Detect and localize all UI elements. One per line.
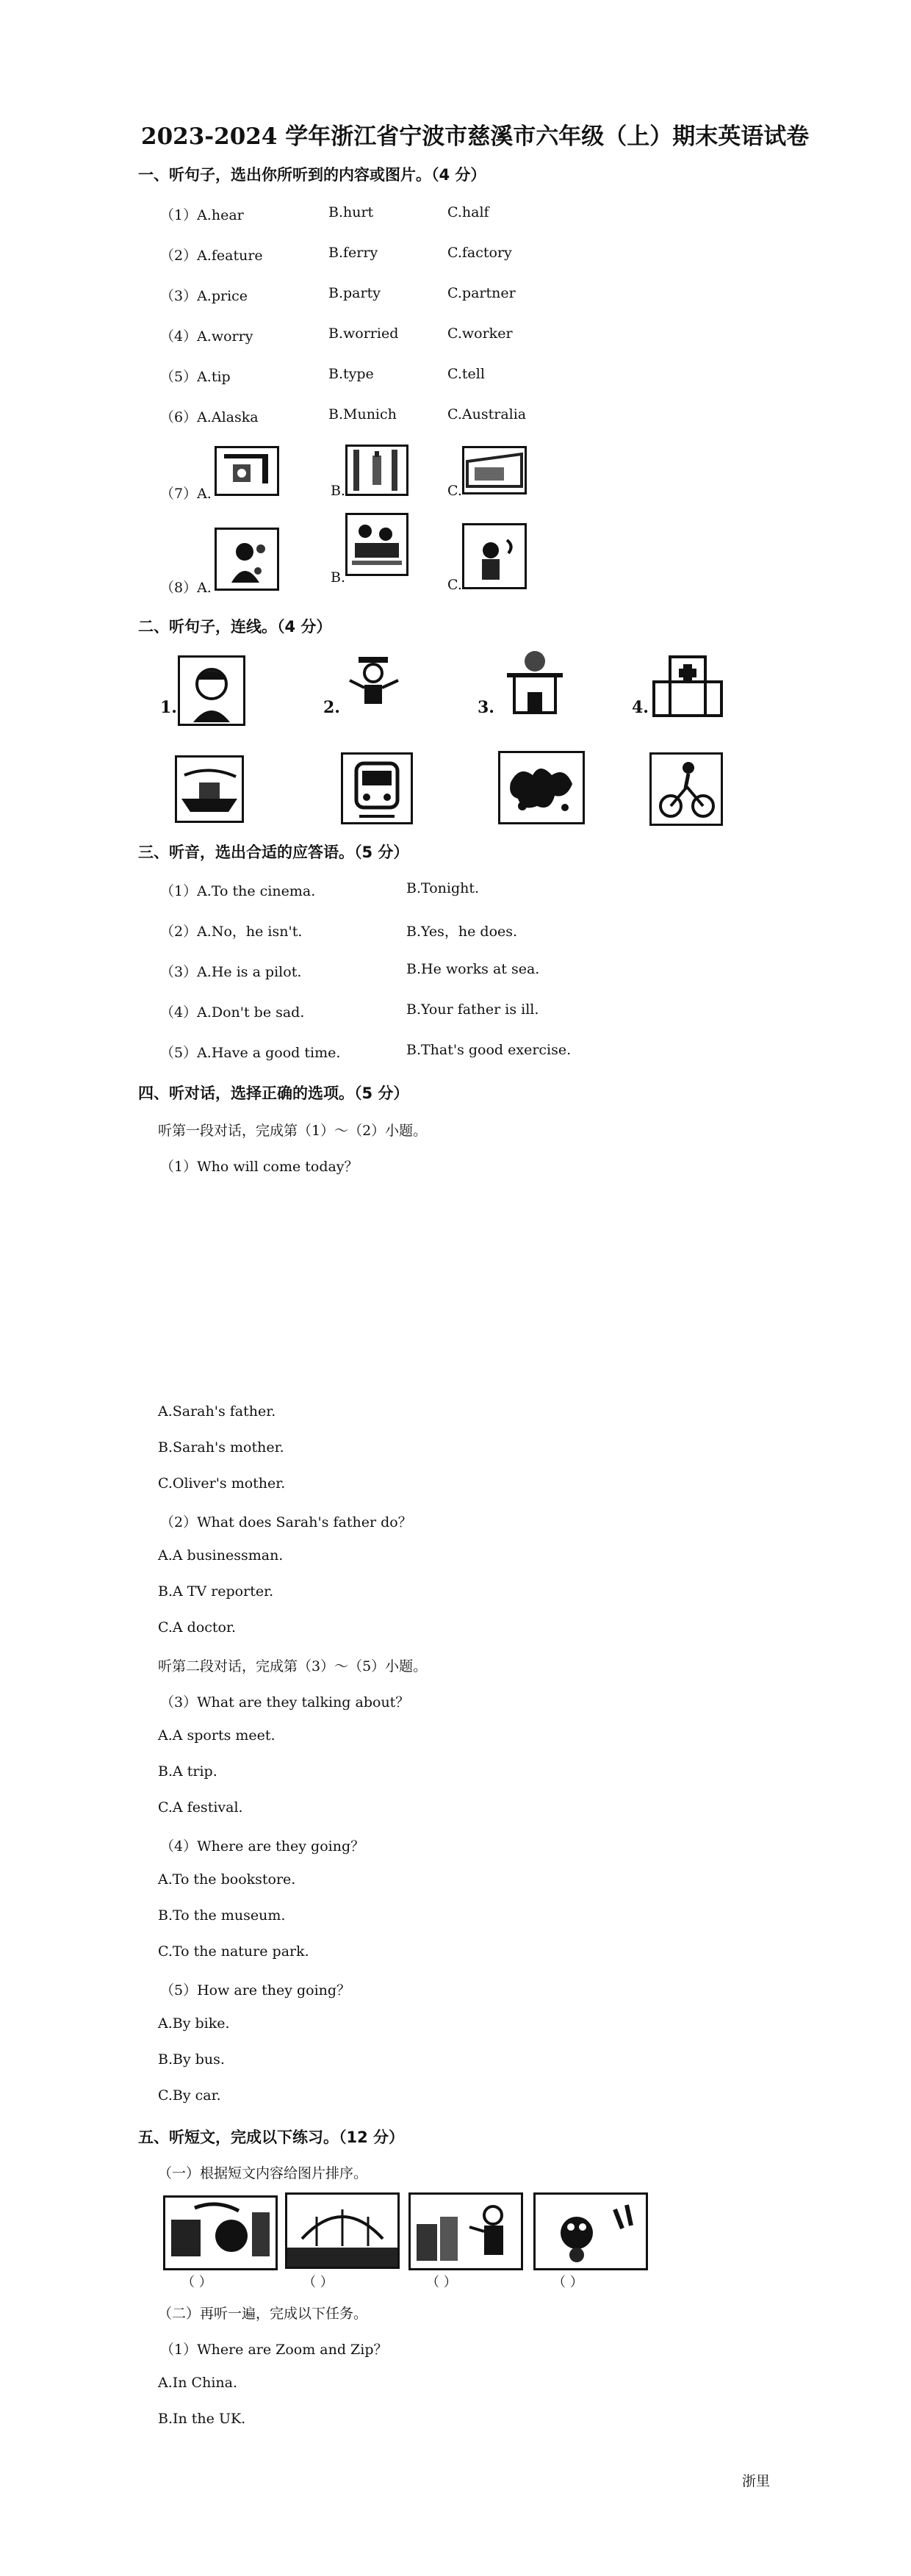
- q8-c-label: C.: [447, 577, 462, 593]
- bike-icon: [649, 752, 723, 826]
- question-text: （2）What does Sarah's father do？: [160, 1514, 412, 1530]
- option-text: （6）A.Alaska: [160, 409, 259, 425]
- answer-blank[interactable]: （ ）: [181, 2275, 212, 2290]
- train-icon: [341, 752, 413, 824]
- option-text: （2）A.No，he isn't.: [160, 924, 303, 940]
- match-number: 2.: [323, 698, 340, 717]
- option-text: C.half: [447, 204, 489, 220]
- option-text: C.factory: [447, 245, 512, 261]
- option-text: B.Munich: [328, 406, 397, 422]
- option-text: A.A businessman.: [158, 1547, 284, 1564]
- ferris-wheel-icon: [215, 446, 279, 496]
- option-text: C.Oliver's mother.: [158, 1475, 286, 1492]
- page-title: 2023-2024 学年浙江省宁波市慈溪市六年级（上）期末英语试卷: [141, 123, 810, 150]
- option-text: B.type: [328, 366, 374, 382]
- hospital-building-icon: [651, 650, 724, 720]
- dialogue-intro: 听第一段对话，完成第（1）～（2）小题。: [158, 1123, 428, 1139]
- option-text: B.party: [328, 285, 381, 301]
- option-text: A.A sports meet.: [158, 1727, 276, 1744]
- option-text: A.Sarah's father.: [158, 1403, 276, 1420]
- option-text: B.Yes，he does.: [406, 924, 518, 940]
- option-text: （3）A.He is a pilot.: [160, 964, 302, 980]
- section-2-heading: 二、听句子，连线。（4 分）: [138, 618, 332, 636]
- option-text: A.To the bookstore.: [158, 1871, 296, 1888]
- option-text: B.Sarah's mother.: [158, 1439, 284, 1456]
- option-text: B.worried: [328, 325, 399, 342]
- option-text: A.In China.: [158, 2375, 237, 2391]
- answer-blank[interactable]: （ ）: [426, 2275, 457, 2290]
- option-text: （1）A.To the cinema.: [160, 883, 316, 899]
- option-text: B.ferry: [328, 245, 378, 261]
- map-icon: [498, 751, 585, 824]
- option-text: A.By bike.: [158, 2015, 230, 2032]
- section-3-heading: 三、听音，选出合适的应答语。（5 分）: [138, 843, 409, 861]
- option-text: C.partner: [447, 285, 516, 301]
- dialogue-intro: 听第二段对话，完成第（3）～（5）小题。: [158, 1658, 428, 1674]
- option-text: （1）A.hear: [160, 207, 244, 223]
- person-in-room-icon: [462, 523, 527, 589]
- question-text: （5）How are they going？: [160, 1982, 351, 1998]
- question-text: （4）Where are they going？: [160, 1838, 365, 1854]
- question-text: （3）What are they talking about？: [160, 1694, 410, 1710]
- tower-icon: [345, 445, 408, 496]
- section-1-heading: 一、听句子，选出你所听到的内容或图片。（4 分）: [138, 166, 486, 184]
- city-night-icon: [163, 2195, 278, 2270]
- q7-c-label: C.: [447, 483, 462, 499]
- sub-instruction: （一）根据短文内容给图片排序。: [158, 2165, 368, 2181]
- sub-instruction: （二）再听一遍，完成以下任务。: [158, 2306, 368, 2322]
- person-cooking-icon: [215, 528, 279, 591]
- option-text: B.A trip.: [158, 1763, 217, 1780]
- boy-portrait-icon: [178, 655, 245, 726]
- option-text: C.tell: [447, 366, 485, 382]
- option-text: C.worker: [447, 325, 513, 342]
- question-text: （1）Where are Zoom and Zip？: [160, 2342, 388, 2358]
- option-text: B.In the UK.: [158, 2411, 246, 2427]
- option-text: B.A TV reporter.: [158, 1583, 274, 1600]
- match-number: 4.: [632, 698, 649, 717]
- q8-a-label: （8）A.: [160, 580, 212, 596]
- match-number: 1.: [160, 698, 177, 717]
- boy-in-city-icon: [408, 2192, 523, 2270]
- boy-with-hat-icon: [342, 651, 406, 719]
- option-text: B.By bus.: [158, 2051, 225, 2068]
- match-number: 3.: [478, 698, 494, 717]
- footer-mark: 浙里: [742, 2473, 771, 2489]
- option-text: C.By car.: [158, 2087, 221, 2104]
- stadium-icon: [462, 446, 527, 494]
- answer-blank[interactable]: （ ）: [552, 2275, 583, 2290]
- option-text: C.To the nature park.: [158, 1943, 309, 1960]
- option-text: （2）A.feature: [160, 248, 263, 264]
- option-text: （4）A.Don't be sad.: [160, 1004, 305, 1021]
- q7-b-label: B.: [331, 483, 346, 499]
- option-text: C.Australia: [447, 406, 527, 422]
- q8-b-label: B.: [331, 569, 346, 586]
- cartoon-character-icon: [533, 2192, 648, 2270]
- option-text: B.He works at sea.: [406, 961, 540, 977]
- q7-a-label: （7）A.: [160, 486, 212, 502]
- option-text: （3）A.price: [160, 288, 248, 304]
- section-5-heading: 五、听短文，完成以下练习。（12 分）: [138, 2129, 405, 2146]
- option-text: C.A festival.: [158, 1799, 243, 1816]
- people-at-table-icon: [345, 513, 408, 576]
- option-text: （5）A.Have a good time.: [160, 1045, 341, 1061]
- fountain-park-icon: [285, 2192, 400, 2269]
- option-text: （5）A.tip: [160, 369, 231, 385]
- option-text: B.To the museum.: [158, 1907, 286, 1924]
- ship-icon: [175, 755, 244, 823]
- answer-blank[interactable]: （ ）: [303, 2275, 334, 2290]
- section-4-heading: 四、听对话，选择正确的选项。（5 分）: [138, 1084, 409, 1102]
- question-text: （1）Who will come today？: [160, 1159, 359, 1175]
- option-text: B.Your father is ill.: [406, 1001, 539, 1018]
- option-text: （4）A.worry: [160, 328, 253, 345]
- option-text: B.Tonight.: [406, 880, 480, 896]
- option-text: B.hurt: [328, 204, 374, 220]
- option-text: B.That's good exercise.: [406, 1042, 572, 1058]
- theme-park-building-icon: [500, 647, 570, 717]
- option-text: C.A doctor.: [158, 1619, 237, 1636]
